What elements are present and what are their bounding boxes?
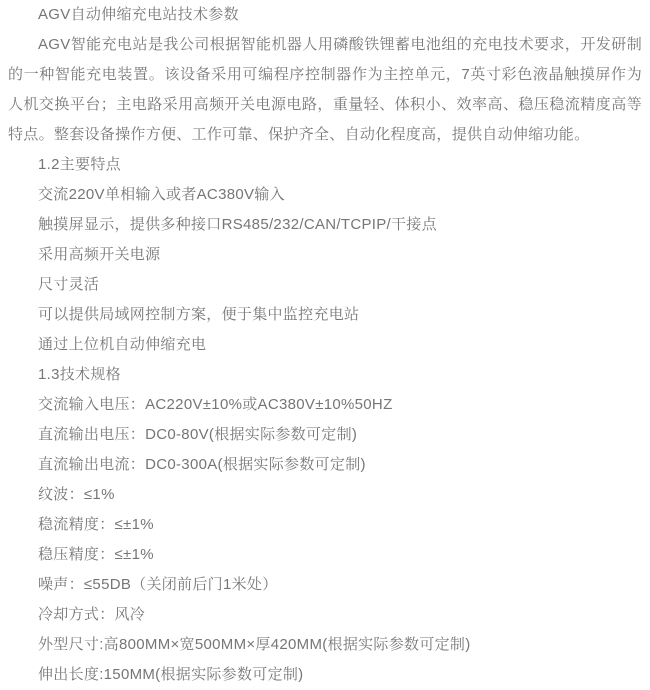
feature-item-host-auto-charge: 通过上位机自动伸缩充电 xyxy=(38,336,207,353)
feature-item-hf-switch-power: 采用高频开关电源 xyxy=(38,246,161,263)
section-heading-tech-specs: 1.3技术规格 xyxy=(38,366,121,383)
spec-item-dimensions: 外型尺寸:高800MM×宽500MM×厚420MM(根据实际参数可定制) xyxy=(38,636,471,653)
spec-item-extension-length: 伸出长度:150MM(根据实际参数可定制) xyxy=(38,666,304,683)
feature-item-flexible-size: 尺寸灵活 xyxy=(38,276,100,293)
spec-item-dc-output-current: 直流输出电流：DC0-300A(根据实际参数可定制) xyxy=(38,456,366,473)
intro-paragraph-line-3: 人机交换平台；主电路采用高频开关电源电路，重量轻、体积小、效率高、稳压稳流精度高等 xyxy=(8,96,642,113)
page-title: AGV自动伸缩充电站技术参数 xyxy=(38,6,239,23)
spec-item-noise: 噪声：≤55DB（关闭前后门1米处） xyxy=(38,576,278,593)
section-heading-main-features: 1.2主要特点 xyxy=(38,156,121,173)
intro-paragraph-line-1: AGV智能充电站是我公司根据智能机器人用磷酸铁锂蓄电池组的充电技术要求，开发研制 xyxy=(38,36,642,53)
spec-item-dc-output-voltage: 直流输出电压：DC0-80V(根据实际参数可定制) xyxy=(38,426,358,443)
intro-paragraph-line-4: 特点。整套设备操作方便、工作可靠、保护齐全、自动化程度高，提供自动伸缩功能。 xyxy=(8,126,590,143)
feature-item-touchscreen-ports: 触摸屏显示，提供多种接口RS485/232/CAN/TCPIP/干接点 xyxy=(38,216,437,233)
feature-item-ac-input: 交流220V单相输入或者AC380V输入 xyxy=(38,186,285,203)
spec-item-voltage-regulation: 稳压精度：≤±1% xyxy=(38,546,154,563)
spec-item-cooling: 冷却方式：风冷 xyxy=(38,606,146,623)
intro-paragraph-line-2: 的一种智能充电装置。该设备采用可编程序控制器作为主控单元，7英寸彩色液晶触摸屏作为 xyxy=(8,66,642,83)
spec-item-ripple: 纹波：≤1% xyxy=(38,486,115,503)
spec-item-current-regulation: 稳流精度：≤±1% xyxy=(38,516,154,533)
spec-item-ac-input-voltage: 交流输入电压：AC220V±10%或AC380V±10%50HZ xyxy=(38,396,393,413)
feature-item-lan-control: 可以提供局域网控制方案，便于集中监控充电站 xyxy=(38,306,360,323)
